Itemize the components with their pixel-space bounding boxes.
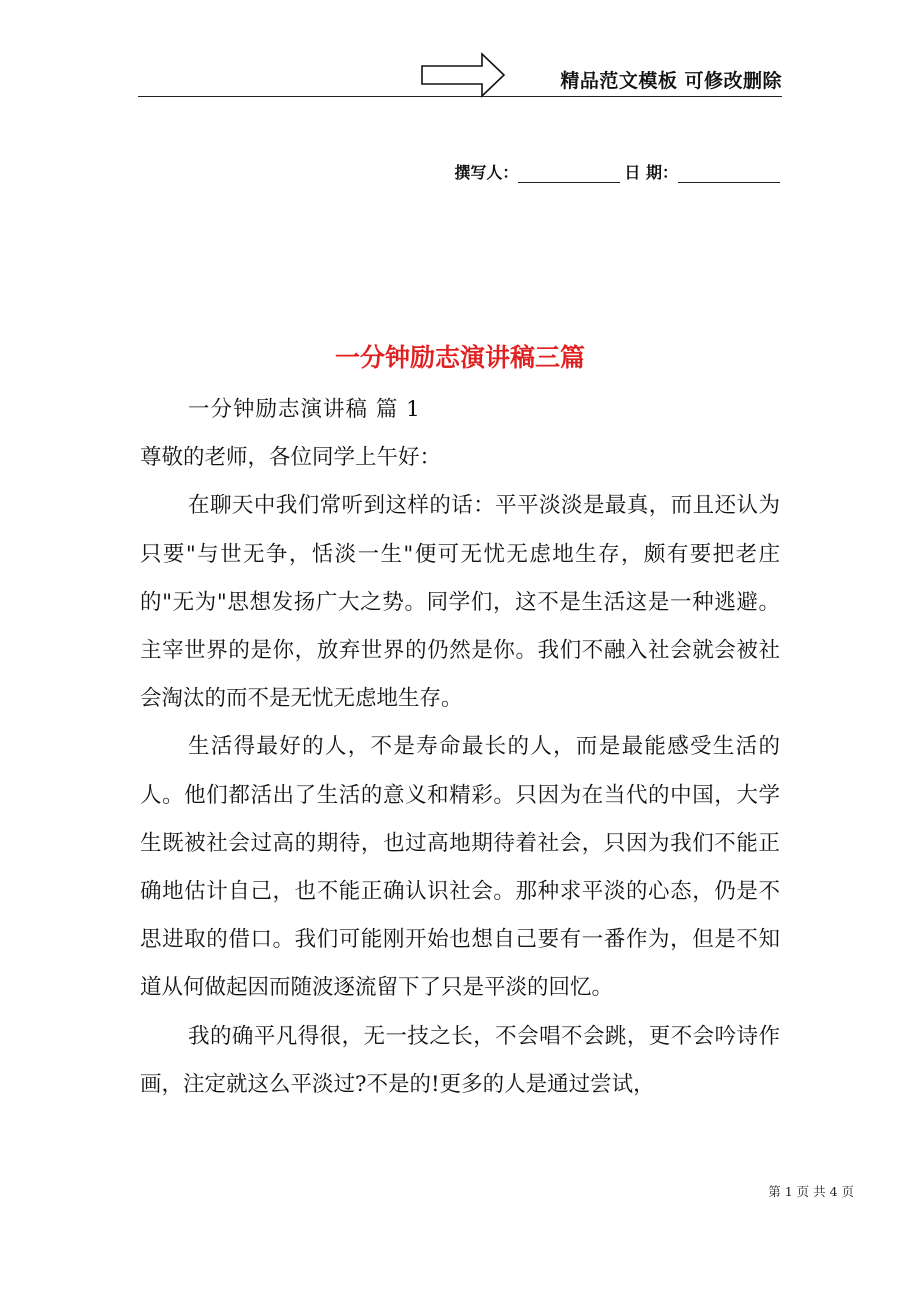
document-title: 一分钟励志演讲稿三篇	[334, 343, 585, 372]
author-label: 撰写人：	[454, 163, 519, 182]
paragraph: 我的确平凡得很，无一技之长，不会唱不会跳，更不会吟诗作画，注定就这么平淡过?不是的!更多的人是通过尝试，	[140, 1023, 780, 1097]
header-label: 精品范文模板 可修改删除	[560, 70, 782, 92]
date-blank	[678, 164, 780, 183]
page-number: 第 1 页 共 4 页	[768, 1184, 854, 1199]
meta-line	[454, 160, 782, 183]
section-subheading: 一分钟励志演讲稿 篇 1	[188, 397, 421, 422]
paragraph: 生活得最好的人，不是寿命最长的人，而是最能感受生活的人。他们都活出了生活的意义和精彩。只因为在当代的中国，大学生既被社会过高的期待，也过高地期待着社会，只因为我们不能正确地估计自己，也不能正确认识社会。那种求平淡的心态，仍是不思进取的借口。我们可能刚开始也想自己要有一番作为，但是不知道从何做起因而随波逐流留下了只是平淡的回忆。	[140, 734, 780, 1001]
greeting: 尊敬的老师，各位同学上午好：	[140, 445, 442, 471]
date-label: 日 期：	[624, 163, 678, 182]
arrow-right-icon	[420, 52, 506, 98]
document-body	[140, 386, 780, 1109]
paragraph: 在聊天中我们常听到这样的话：平平淡淡是最真，而且还认为只要"与世无争，恬淡一生"便可无忧无虑地生存，颇有要把老庄的"无为"思想发扬广大之势。同学们，这不是生活这是一种逃避。主宰世界的是你，放弃世界的仍然是你。我们不融入社会就会被社会淘汰的而不是无忧无虑地生存。	[140, 493, 780, 712]
author-blank	[518, 164, 620, 183]
header-divider	[138, 96, 782, 97]
